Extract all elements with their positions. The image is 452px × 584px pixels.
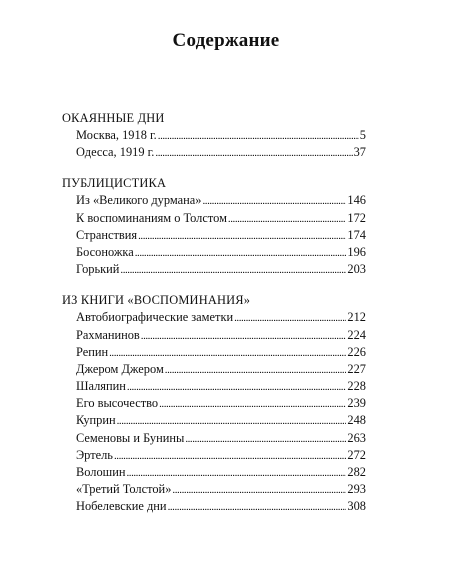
entry-page-number: 146 [347, 193, 366, 208]
entry-page-number: 272 [347, 447, 366, 462]
entry-title: Одесса, 1919 г. [76, 145, 155, 160]
toc-entry[interactable] [62, 464, 366, 481]
toc-entry[interactable] [62, 192, 366, 209]
dot-leader [165, 362, 347, 379]
entry-title: Горький [76, 262, 120, 277]
entry-page-number: 293 [347, 482, 366, 497]
entry-page-number: 239 [347, 396, 366, 411]
dot-leader [172, 482, 346, 499]
entry-title: Джером Джером [76, 361, 164, 376]
entry-page-number: 308 [347, 499, 366, 514]
page-title: Содержание [172, 30, 280, 51]
toc-entry[interactable] [62, 395, 366, 412]
entry-page-number: 248 [347, 413, 366, 428]
entry-list [62, 309, 366, 515]
entry-title: Волошин [76, 465, 126, 479]
dot-leader [126, 465, 346, 482]
entry-page-number: 227 [347, 361, 366, 376]
entry-title: Из «Великого дурмана» [76, 193, 202, 208]
section-title: ОКАЯННЫЕ ДНИ [62, 111, 165, 125]
toc-entry[interactable] [62, 210, 366, 227]
entry-page-number: 196 [347, 244, 366, 259]
dot-leader [109, 345, 346, 362]
toc-entry[interactable] [62, 430, 366, 447]
dot-leader [228, 211, 346, 228]
entry-title: Куприн [76, 413, 116, 428]
toc-entry[interactable] [62, 327, 366, 344]
entry-page-number: 5 [359, 128, 366, 142]
toc-entry[interactable] [62, 244, 366, 261]
dot-leader [141, 328, 347, 345]
entry-page-number: 172 [347, 210, 366, 225]
entry-page-number: 212 [347, 310, 366, 325]
toc-section-publitsistika [62, 175, 366, 278]
entry-title: Его высочество [76, 396, 159, 411]
toc-entry[interactable] [62, 144, 366, 161]
entry-title: Семеновы и Бунины [76, 430, 185, 445]
toc-section-okayannye-dni [62, 110, 366, 161]
entry-page-number: 263 [347, 430, 366, 445]
dot-leader [135, 245, 347, 262]
toc-entry[interactable] [62, 498, 366, 515]
entry-page-number: 282 [347, 465, 366, 479]
entry-title: К воспоминаниям о Толстом [76, 210, 227, 225]
section-title: ИЗ КНИГИ «ВОСПОМИНАНИЯ» [62, 293, 251, 308]
dot-leader [117, 413, 347, 430]
dot-leader [120, 262, 346, 279]
entry-list [62, 192, 366, 278]
toc-entry[interactable] [62, 127, 366, 144]
dot-leader [155, 145, 352, 162]
dot-leader [127, 379, 347, 396]
entry-page-number: 203 [347, 262, 366, 277]
entry-page-number: 228 [347, 379, 366, 394]
entry-title: Босоножка [76, 244, 134, 259]
entry-title: Шаляпин [76, 379, 126, 394]
dot-leader [202, 193, 346, 210]
entry-list [62, 127, 366, 161]
entry-title: Москва, 1918 г. [76, 128, 157, 142]
entry-page-number: 226 [347, 344, 366, 359]
dot-leader [138, 228, 346, 245]
dot-leader [234, 310, 346, 327]
entry-page-number: 174 [347, 227, 366, 242]
entry-title: Нобелевские дни [76, 499, 167, 514]
section-title: ПУБЛИЦИСТИКА [62, 176, 167, 191]
entry-title: Репин [76, 344, 109, 359]
entry-title: «Третий Толстой» [76, 482, 172, 497]
dot-leader [159, 396, 346, 413]
entry-title: Рахманинов [76, 327, 140, 342]
table-of-contents [62, 110, 366, 530]
entry-page-number: 224 [347, 327, 366, 342]
toc-entry[interactable] [62, 361, 366, 378]
toc-entry[interactable] [62, 412, 366, 429]
toc-entry[interactable] [62, 481, 366, 498]
toc-entry[interactable] [62, 447, 366, 464]
dot-leader [114, 448, 346, 465]
toc-entry[interactable] [62, 261, 366, 278]
entry-title: Автобиографические заметки [76, 310, 234, 325]
toc-entry[interactable] [62, 227, 366, 244]
entry-title: Эртель [76, 447, 113, 462]
entry-title: Странствия [76, 227, 138, 242]
entry-page-number: 37 [353, 145, 366, 160]
dot-leader [185, 431, 346, 448]
toc-entry[interactable] [62, 344, 366, 361]
dot-leader [158, 128, 359, 145]
toc-entry[interactable] [62, 378, 366, 395]
toc-entry[interactable] [62, 309, 366, 326]
dot-leader [168, 499, 347, 516]
toc-section-vospominaniya [62, 292, 366, 515]
